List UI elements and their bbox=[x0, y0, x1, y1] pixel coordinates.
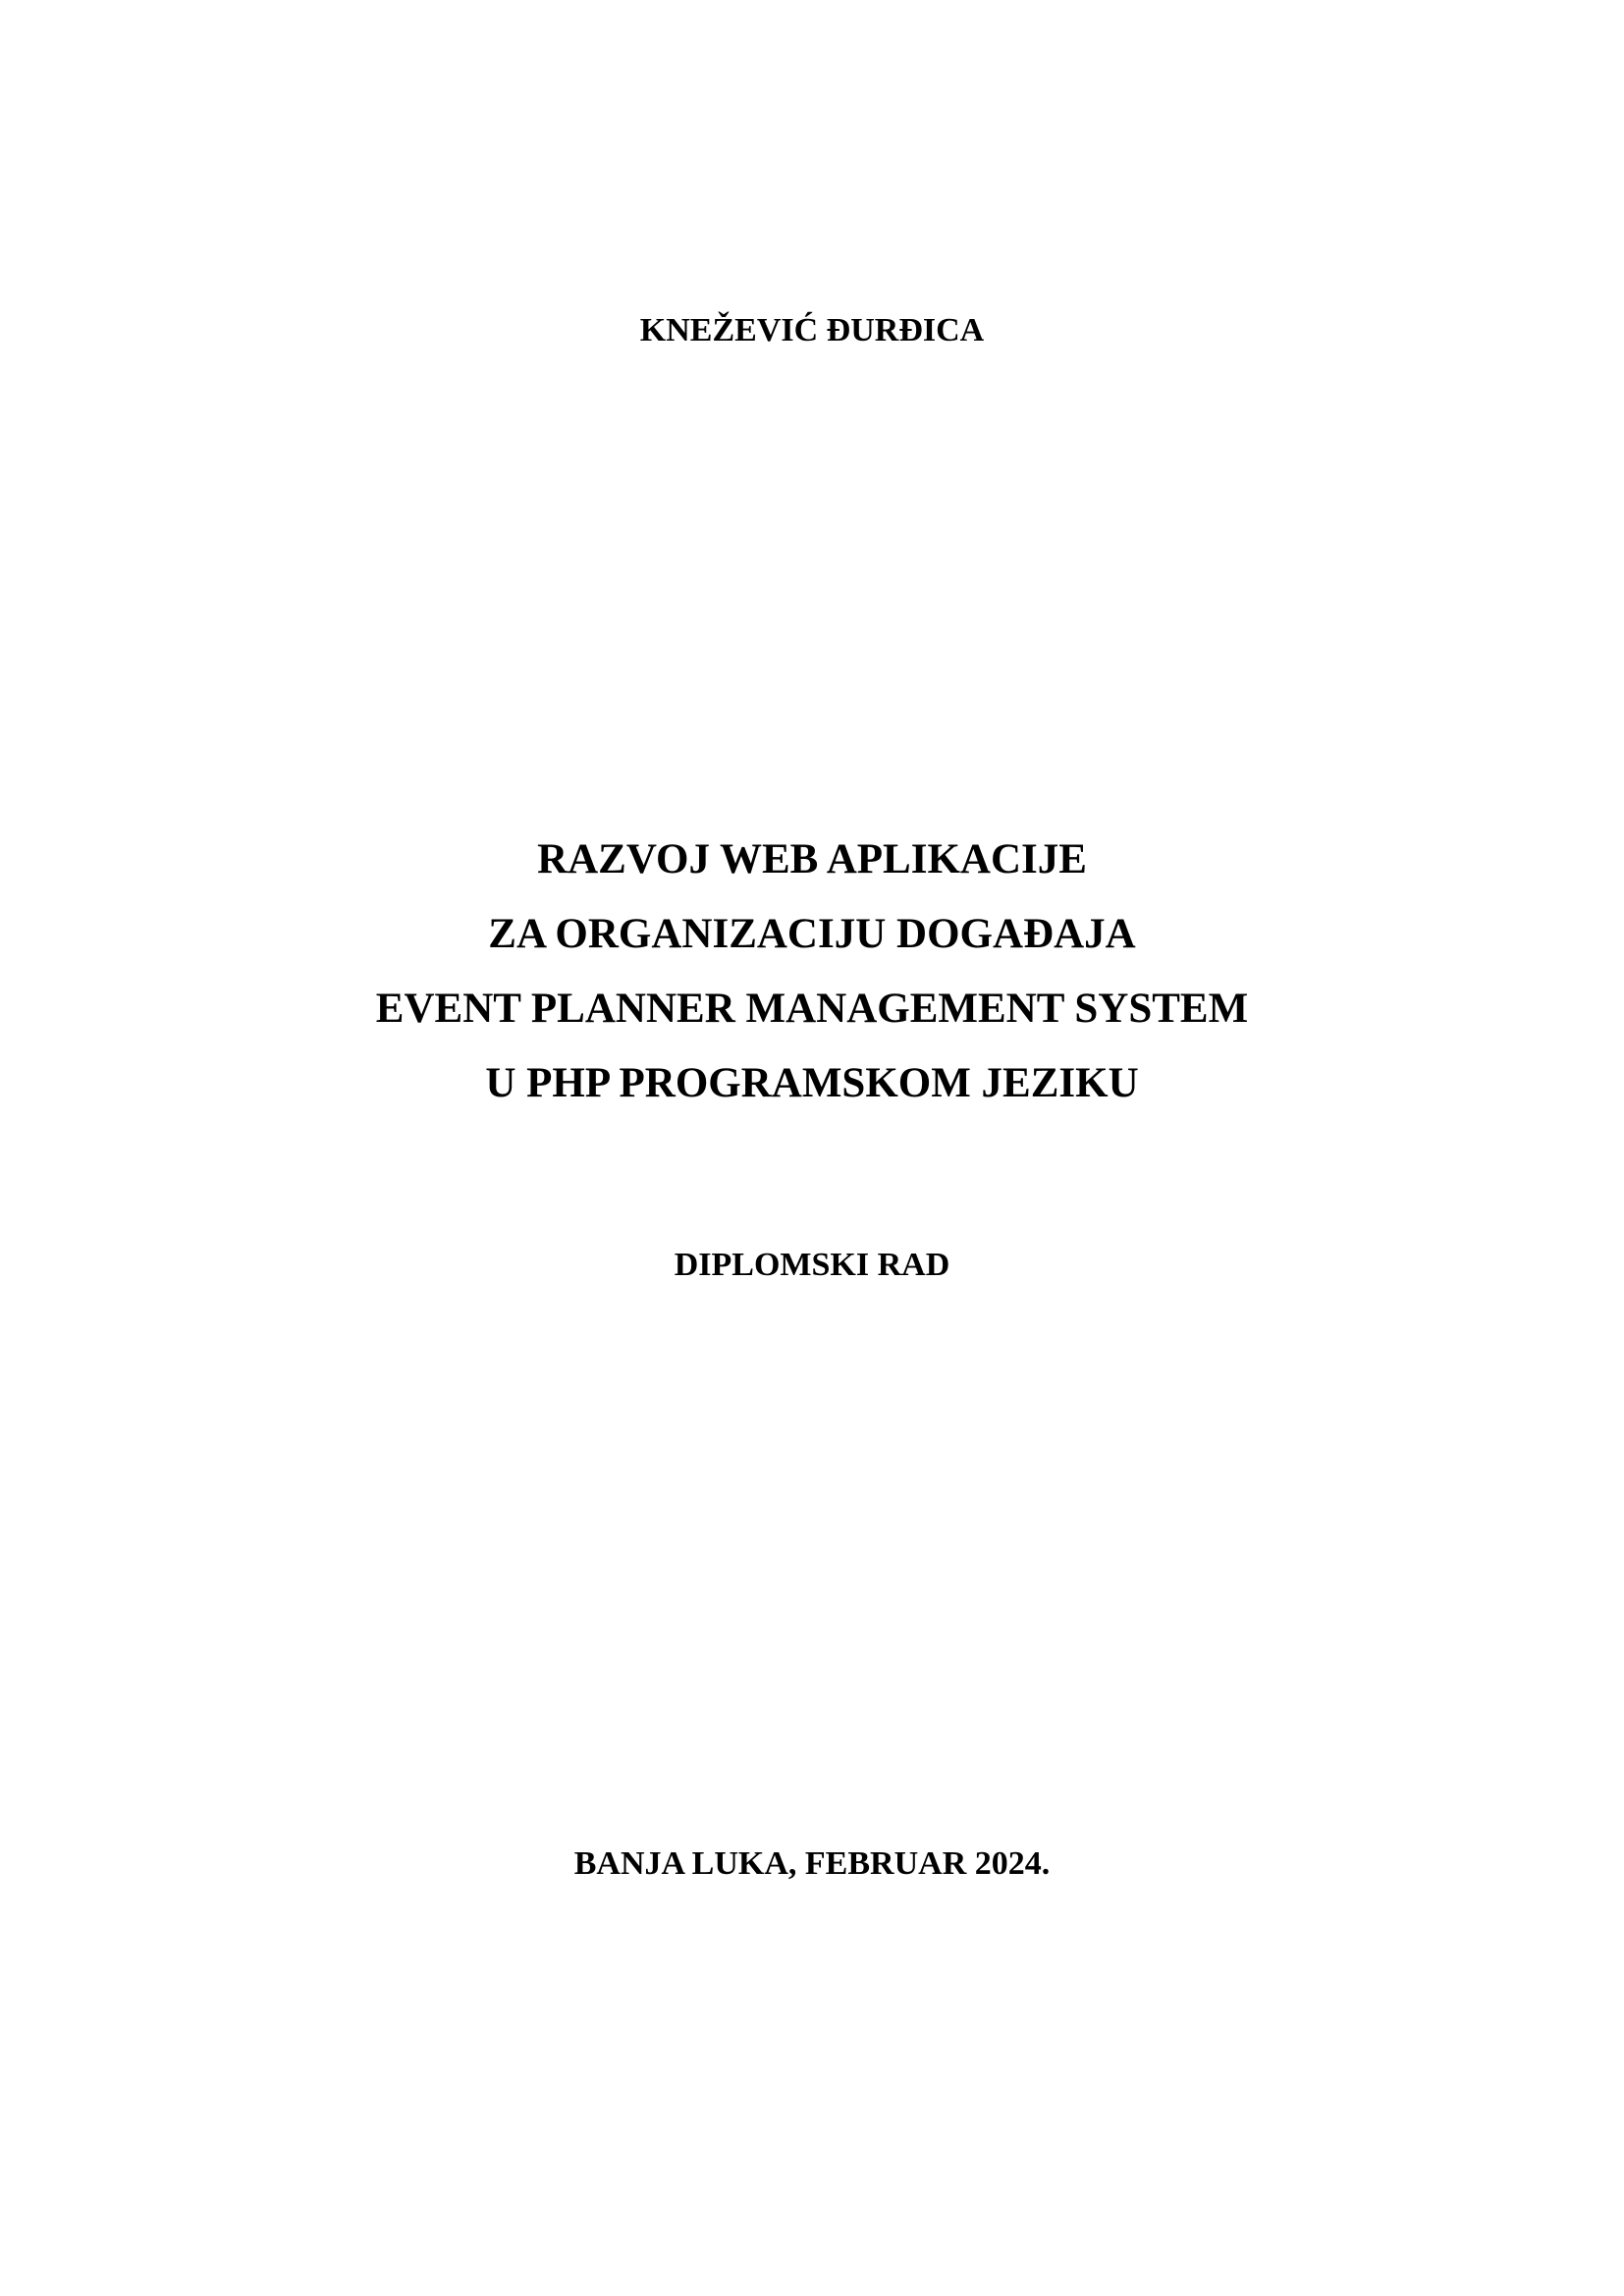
title-line-2: ZA ORGANIZACIJU DOGAĐAJA bbox=[488, 911, 1136, 957]
thesis-type: DIPLOMSKI RAD bbox=[674, 1247, 950, 1283]
place-and-date: BANJA LUKA, FEBRUAR 2024. bbox=[573, 1845, 1051, 1882]
title-line-4: U PHP PROGRAMSKOM JEZIKU bbox=[485, 1060, 1139, 1106]
title-line-1: RAZVOJ WEB APLIKACIJE bbox=[537, 836, 1087, 882]
title-line-3: EVENT PLANNER MANAGEMENT SYSTEM bbox=[375, 986, 1249, 1032]
author-name: KNEŽEVIĆ ĐURĐICA bbox=[639, 312, 985, 348]
thesis-title bbox=[0, 823, 1624, 1121]
